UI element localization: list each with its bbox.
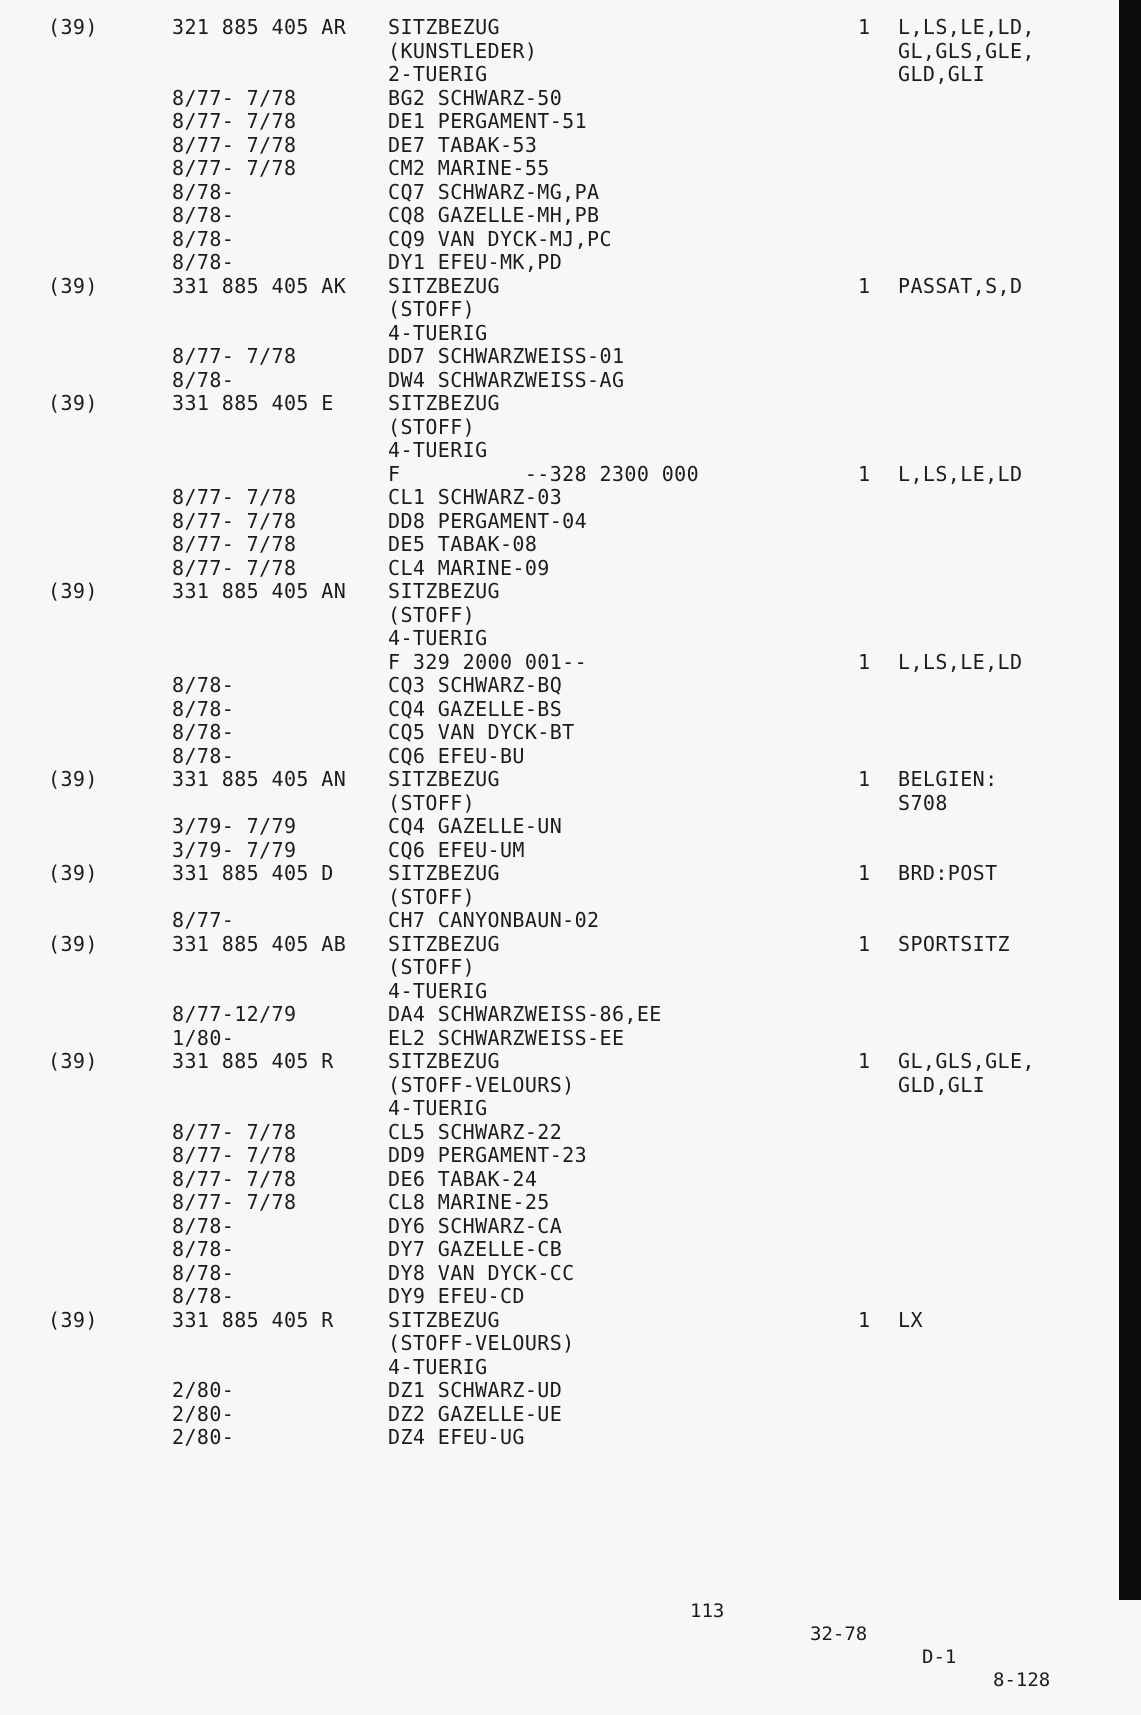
date-range: 8/77- 7/78 — [172, 85, 297, 110]
description: 2-TUERIG — [388, 62, 488, 86]
description: SITZBEZUG — [388, 931, 500, 956]
description: SITZBEZUG — [388, 15, 500, 39]
catalog-line — [0, 604, 1119, 628]
footer-b-code: 8-128 — [993, 1669, 1051, 1691]
model-applicability: L,LS,LE,LD — [898, 461, 1023, 486]
date-range: 3/79- 7/79 — [172, 837, 297, 862]
date-range: 8/78- — [172, 720, 235, 744]
date-range: 8/77- 7/78 — [172, 532, 297, 556]
date-range: 8/77- 7/78 — [172, 1143, 297, 1167]
footer-section-code: 32-78 — [810, 1623, 868, 1645]
quantity: 1 — [858, 931, 871, 956]
catalog-line — [0, 251, 1119, 275]
catalog-line — [0, 298, 1119, 322]
catalog-line — [0, 40, 1119, 64]
model-applicability: GL,GLS,GLE, — [898, 38, 1035, 63]
description: DE6 TABAK-24 — [388, 1166, 538, 1191]
date-range: 1/80- — [172, 1025, 235, 1050]
quantity: 1 — [858, 1049, 871, 1073]
description: DD9 PERGAMENT-23 — [388, 1143, 588, 1167]
description: CL4 MARINE-09 — [388, 555, 550, 580]
date-range: 8/78- — [172, 1284, 235, 1308]
description: DD8 PERGAMENT-04 — [388, 508, 588, 533]
quantity: 1 — [858, 15, 871, 39]
description: DE7 TABAK-53 — [388, 132, 538, 157]
quantity: 1 — [858, 461, 871, 486]
catalog-line — [0, 980, 1119, 1004]
description: DE1 PERGAMENT-51 — [388, 109, 588, 133]
description: DZ4 EFEU-UG — [388, 1425, 525, 1449]
description: SITZBEZUG — [388, 579, 500, 603]
catalog-line — [0, 1121, 1119, 1145]
date-range: 8/78- — [172, 1260, 235, 1285]
ref-index: (39) — [48, 931, 98, 956]
catalog-line — [0, 1332, 1119, 1356]
catalog-line — [0, 533, 1119, 557]
catalog-line — [0, 862, 1119, 886]
date-range: 8/78- — [172, 226, 235, 251]
catalog-line — [0, 557, 1119, 581]
description: SITZBEZUG — [388, 861, 500, 885]
catalog-line — [0, 886, 1119, 910]
catalog-line — [0, 275, 1119, 299]
catalog-line — [0, 392, 1119, 416]
description: (KUNSTLEDER) — [388, 38, 538, 63]
part-number: 331 885 405 AN — [172, 767, 347, 791]
description: DA4 SCHWARZWEISS-86,EE — [388, 1002, 662, 1026]
description: CQ9 VAN DYCK-MJ,PC — [388, 226, 612, 251]
catalog-line — [0, 1238, 1119, 1262]
description: (STOFF-VELOURS) — [388, 1072, 575, 1097]
catalog-line — [0, 1074, 1119, 1098]
description: CQ8 GAZELLE-MH,PB — [388, 203, 600, 227]
description: CQ6 EFEU-BU — [388, 743, 525, 768]
catalog-line — [0, 204, 1119, 228]
catalog-line — [0, 463, 1119, 487]
catalog-line — [0, 956, 1119, 980]
date-range: 2/80- — [172, 1401, 235, 1426]
catalog-line — [0, 1168, 1119, 1192]
description: DY7 GAZELLE-CB — [388, 1237, 563, 1261]
quantity: 1 — [858, 1307, 871, 1332]
description: F 329 2000 001-- — [388, 649, 588, 674]
date-range: 8/78- — [172, 367, 235, 392]
ref-index: (39) — [48, 391, 98, 415]
model-applicability: GLD,GLI — [898, 1072, 986, 1097]
catalog-line — [0, 721, 1119, 745]
catalog-line — [0, 1309, 1119, 1333]
scan-edge-bar — [1119, 0, 1141, 1600]
description: DW4 SCHWARZWEISS-AG — [388, 367, 625, 392]
date-range: 2/80- — [172, 1378, 235, 1402]
catalog-line — [0, 1262, 1119, 1286]
parts-listing — [0, 16, 1119, 1450]
date-range: 8/78- — [172, 696, 235, 721]
description: 4-TUERIG — [388, 978, 488, 1003]
ref-index: (39) — [48, 1307, 98, 1332]
date-range: 8/78- — [172, 1213, 235, 1238]
catalog-line — [0, 698, 1119, 722]
date-range: 8/77- 7/78 — [172, 555, 297, 580]
part-number: 331 885 405 D — [172, 861, 334, 885]
catalog-line — [0, 157, 1119, 181]
part-number: 321 885 405 AR — [172, 15, 347, 39]
description: CL1 SCHWARZ-03 — [388, 485, 563, 509]
date-range: 8/78- — [172, 250, 235, 274]
catalog-line — [0, 627, 1119, 651]
catalog-line — [0, 486, 1119, 510]
ref-index: (39) — [48, 1049, 98, 1073]
description: 4-TUERIG — [388, 1096, 488, 1120]
catalog-line — [0, 87, 1119, 111]
description: (STOFF) — [388, 414, 476, 439]
quantity: 1 — [858, 273, 871, 298]
part-number: 331 885 405 AB — [172, 931, 347, 956]
catalog-line — [0, 345, 1119, 369]
catalog-line — [0, 839, 1119, 863]
part-number: 331 885 405 R — [172, 1307, 334, 1332]
description: SITZBEZUG — [388, 767, 500, 791]
ref-index: (39) — [48, 861, 98, 885]
catalog-line — [0, 1003, 1119, 1027]
date-range: 8/78- — [172, 179, 235, 204]
catalog-line — [0, 439, 1119, 463]
description: (STOFF) — [388, 955, 476, 979]
part-number: 331 885 405 AN — [172, 579, 347, 603]
date-range: 8/77-12/79 — [172, 1002, 297, 1026]
description: 4-TUERIG — [388, 1354, 488, 1379]
description: DY1 EFEU-MK,PD — [388, 250, 563, 274]
catalog-line — [0, 1215, 1119, 1239]
date-range: 8/77- 7/78 — [172, 109, 297, 133]
date-range: 8/77- 7/78 — [172, 344, 297, 368]
model-applicability: S708 — [898, 790, 948, 815]
date-range: 8/77- — [172, 908, 235, 932]
part-number: 331 885 405 AK — [172, 273, 347, 298]
part-number: 331 885 405 E — [172, 391, 334, 415]
catalog-line — [0, 745, 1119, 769]
catalog-line — [0, 63, 1119, 87]
description: (STOFF-VELOURS) — [388, 1331, 575, 1355]
description: SITZBEZUG — [388, 273, 500, 298]
date-range: 8/78- — [172, 743, 235, 768]
description: CQ5 VAN DYCK-BT — [388, 720, 575, 744]
catalog-line — [0, 1191, 1119, 1215]
description: CQ6 EFEU-UM — [388, 837, 525, 862]
catalog-line — [0, 1027, 1119, 1051]
date-range: 8/77- 7/78 — [172, 1119, 297, 1144]
catalog-line — [0, 510, 1119, 534]
description: CQ7 SCHWARZ-MG,PA — [388, 179, 600, 204]
catalog-line — [0, 651, 1119, 675]
model-applicability: GLD,GLI — [898, 62, 986, 86]
catalog-line — [0, 933, 1119, 957]
model-applicability: SPORTSITZ — [898, 931, 1010, 956]
catalog-line — [0, 1144, 1119, 1168]
model-applicability: L,LS,LE,LD — [898, 649, 1023, 674]
date-range: 8/78- — [172, 203, 235, 227]
model-applicability: LX — [898, 1307, 923, 1332]
catalog-line — [0, 815, 1119, 839]
catalog-line — [0, 369, 1119, 393]
description: SITZBEZUG — [388, 1307, 500, 1332]
description: 4-TUERIG — [388, 438, 488, 462]
ref-index: (39) — [48, 273, 98, 298]
description: DY9 EFEU-CD — [388, 1284, 525, 1308]
description: CH7 CANYONBAUN-02 — [388, 908, 600, 932]
catalog-line — [0, 1285, 1119, 1309]
model-applicability: L,LS,LE,LD, — [898, 15, 1035, 39]
catalog-line — [0, 1426, 1119, 1450]
description: 4-TUERIG — [388, 320, 488, 345]
date-range: 8/77- 7/78 — [172, 156, 297, 180]
ref-index: (39) — [48, 15, 98, 39]
description: CL8 MARINE-25 — [388, 1190, 550, 1214]
catalog-line — [0, 416, 1119, 440]
description: DZ1 SCHWARZ-UD — [388, 1378, 563, 1402]
catalog-line — [0, 674, 1119, 698]
description: SITZBEZUG — [388, 391, 500, 415]
description: CQ3 SCHWARZ-BQ — [388, 673, 563, 697]
date-range: 8/77- 7/78 — [172, 508, 297, 533]
date-range: 8/77- 7/78 — [172, 1190, 297, 1214]
date-range: 8/77- 7/78 — [172, 485, 297, 509]
description: 4-TUERIG — [388, 626, 488, 650]
description: (STOFF) — [388, 297, 476, 321]
model-applicability: GL,GLS,GLE, — [898, 1049, 1035, 1073]
catalog-line — [0, 322, 1119, 346]
model-applicability: BRD:POST — [898, 861, 998, 885]
catalog-line — [0, 1097, 1119, 1121]
catalog-line — [0, 181, 1119, 205]
ref-index: (39) — [48, 579, 98, 603]
date-range: 2/80- — [172, 1425, 235, 1449]
footer-d-code: D-1 — [922, 1646, 957, 1668]
catalog-line — [0, 228, 1119, 252]
quantity: 1 — [858, 767, 871, 791]
catalog-line — [0, 909, 1119, 933]
catalog-line — [0, 16, 1119, 40]
catalog-line — [0, 1403, 1119, 1427]
description: F --328 2300 000 — [388, 461, 700, 486]
model-applicability: BELGIEN: — [898, 767, 998, 791]
catalog-line — [0, 134, 1119, 158]
quantity: 1 — [858, 649, 871, 674]
description: (STOFF) — [388, 602, 476, 627]
date-range: 8/77- 7/78 — [172, 1166, 297, 1191]
catalog-line — [0, 792, 1119, 816]
catalog-line — [0, 768, 1119, 792]
catalog-line — [0, 110, 1119, 134]
description: CM2 MARINE-55 — [388, 156, 550, 180]
description: DD7 SCHWARZWEISS-01 — [388, 344, 625, 368]
date-range: 8/77- 7/78 — [172, 132, 297, 157]
description: SITZBEZUG — [388, 1049, 500, 1073]
date-range: 8/78- — [172, 1237, 235, 1261]
part-number: 331 885 405 R — [172, 1049, 334, 1073]
description: BG2 SCHWARZ-50 — [388, 85, 563, 110]
description: DZ2 GAZELLE-UE — [388, 1401, 563, 1426]
model-applicability: PASSAT,S,D — [898, 273, 1023, 298]
description: CQ4 GAZELLE-UN — [388, 814, 563, 838]
catalog-line — [0, 580, 1119, 604]
description: (STOFF) — [388, 790, 476, 815]
footer-page-number: 113 — [690, 1600, 725, 1622]
description: DY8 VAN DYCK-CC — [388, 1260, 575, 1285]
description: DY6 SCHWARZ-CA — [388, 1213, 563, 1238]
catalog-line — [0, 1379, 1119, 1403]
page-footer — [0, 1577, 1119, 1691]
date-range: 8/78- — [172, 673, 235, 697]
catalog-line — [0, 1356, 1119, 1380]
description: EL2 SCHWARZWEISS-EE — [388, 1025, 625, 1050]
ref-index: (39) — [48, 767, 98, 791]
description: (STOFF) — [388, 884, 476, 909]
description: CQ4 GAZELLE-BS — [388, 696, 563, 721]
description: CL5 SCHWARZ-22 — [388, 1119, 563, 1144]
date-range: 3/79- 7/79 — [172, 814, 297, 838]
description: DE5 TABAK-08 — [388, 532, 538, 556]
quantity: 1 — [858, 861, 871, 885]
catalog-line — [0, 1050, 1119, 1074]
